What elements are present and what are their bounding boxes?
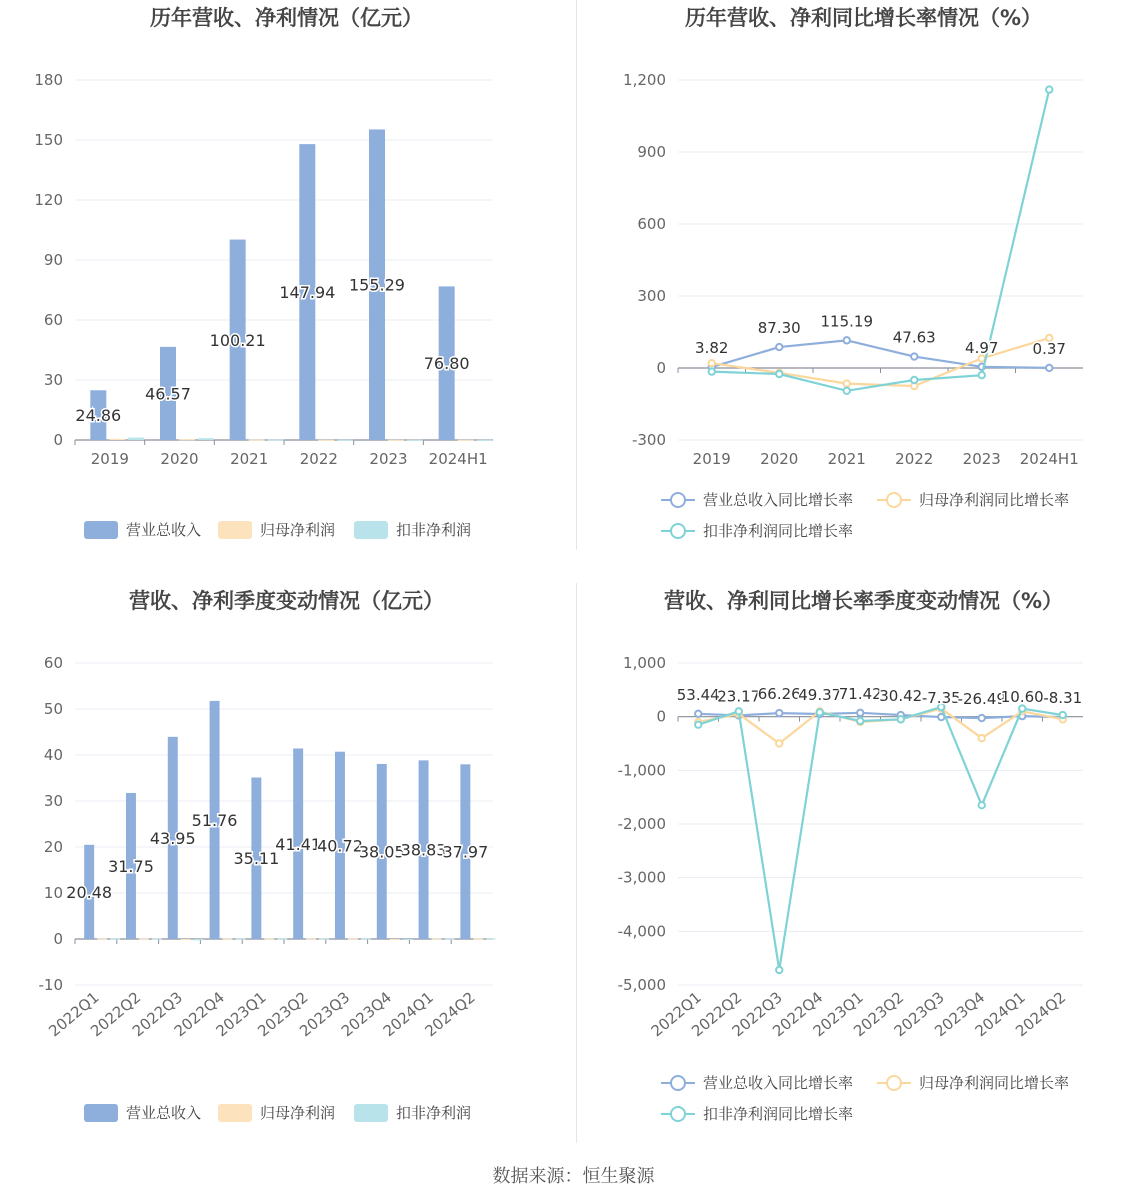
legend-item-deducted-growth[interactable]	[661, 1103, 853, 1124]
series-line	[712, 90, 1050, 391]
chart-svg	[0, 0, 573, 580]
chart-annual-growth-rate	[577, 0, 1147, 580]
x-tick-label: 2024H1	[1019, 450, 1079, 468]
x-tick-label: 2019	[90, 450, 129, 468]
y-tick-label: 0	[53, 930, 63, 948]
x-tick-label: 2023	[962, 450, 1001, 468]
y-tick-label: -5,000	[617, 976, 666, 994]
x-tick-label: 2023Q2	[254, 988, 312, 1041]
data-label: 24.86	[75, 406, 122, 426]
bar	[181, 939, 191, 940]
series-point	[844, 337, 850, 343]
bar	[152, 939, 162, 940]
legend-label: 归母净利润	[260, 521, 336, 539]
series-line	[712, 338, 1050, 386]
bar	[128, 438, 144, 440]
data-label: 155.29	[349, 275, 405, 295]
legend-swatch-revenue	[84, 1104, 118, 1122]
chart-title: 历年营收、净利情况（亿元）	[150, 6, 423, 30]
x-tick-label: 2022Q4	[170, 988, 228, 1041]
series-point	[844, 380, 850, 386]
x-tick-label: 2023Q2	[850, 988, 908, 1041]
bar	[390, 939, 400, 940]
y-tick-label: 0	[656, 359, 666, 377]
x-tick-label: 2024Q1	[971, 988, 1029, 1041]
legend-item-net-profit[interactable]	[218, 1102, 335, 1123]
data-label: 20.48	[66, 882, 113, 902]
series-point	[911, 377, 917, 383]
data-label: 51.76	[191, 810, 238, 830]
chart-title: 营收、净利季度变动情况（亿元）	[129, 589, 444, 613]
legend-label: 归母净利润同比增长率	[919, 491, 1070, 509]
x-tick-label: 2020	[760, 450, 799, 468]
series-point	[898, 716, 904, 722]
x-tick-label: 2022Q3	[128, 988, 187, 1041]
data-label: 38.83	[400, 840, 447, 860]
y-tick-label: 60	[43, 654, 63, 672]
y-tick-label: 150	[34, 131, 63, 149]
legend-label: 扣非净利润同比增长率	[703, 1105, 854, 1123]
data-label: 23.17	[717, 687, 761, 706]
bar	[306, 939, 316, 940]
bar	[268, 440, 284, 441]
x-tick-label: 2023Q1	[212, 988, 270, 1041]
legend-item-deducted-growth[interactable]	[661, 520, 853, 541]
data-label: 31.75	[108, 856, 154, 876]
legend-swatch-net-profit	[218, 521, 252, 539]
y-tick-label: -10	[38, 976, 63, 994]
panel-divider-bottom	[576, 583, 577, 1143]
legend-label: 归母净利润	[260, 1104, 336, 1122]
y-tick-label: 120	[34, 191, 63, 209]
legend-label: 营业总收入同比增长率	[703, 491, 854, 509]
y-tick-label: 300	[637, 287, 666, 305]
bar	[318, 440, 334, 441]
data-label: 0.37	[1032, 339, 1066, 358]
x-tick-label: 2022Q3	[728, 988, 786, 1041]
x-tick-label: 2022Q2	[87, 988, 145, 1041]
legend-item-revenue-growth[interactable]	[661, 1072, 853, 1093]
data-label: -7.35	[921, 689, 961, 708]
bar	[361, 939, 371, 940]
series-point	[1046, 365, 1052, 371]
data-label: 115.19	[820, 312, 873, 331]
data-label: 76.80	[423, 354, 470, 374]
data-label: 66.26	[757, 685, 801, 704]
series-point	[1060, 712, 1066, 718]
chart-annual-revenue-profit	[0, 0, 573, 580]
bar	[277, 939, 287, 940]
data-label: 147.94	[279, 283, 336, 303]
y-tick-label: -300	[631, 431, 666, 449]
y-tick-label: 20	[43, 838, 63, 856]
x-tick-label: 2022Q1	[45, 988, 103, 1041]
series-point	[1046, 86, 1052, 92]
bar	[97, 939, 107, 940]
bar	[236, 939, 246, 940]
series-point	[911, 353, 917, 359]
bar	[249, 440, 265, 441]
bar	[407, 440, 423, 441]
bar	[486, 939, 496, 940]
x-tick-label: 2023Q4	[337, 988, 396, 1041]
x-tick-label: 2024Q2	[421, 988, 479, 1041]
y-tick-label: 40	[43, 746, 63, 764]
data-label: 100.21	[209, 330, 266, 350]
data-label: 53.44	[676, 685, 720, 704]
y-tick-label: 50	[43, 700, 63, 718]
chart-quarterly-growth-rate	[577, 583, 1147, 1163]
bar	[432, 939, 442, 940]
data-source: 数据来源：恒生聚源	[492, 1166, 655, 1187]
bar	[388, 440, 404, 441]
data-label: 37.97	[442, 842, 489, 862]
y-tick-label: 1,200	[623, 71, 666, 89]
legend-item-revenue[interactable]	[84, 519, 201, 540]
data-label: -26.49	[957, 690, 1006, 709]
x-tick-label: 2021	[230, 450, 269, 468]
bar	[139, 939, 149, 940]
legend-swatch-revenue	[84, 521, 118, 539]
series-point	[776, 740, 782, 746]
legend-swatch-deducted	[354, 521, 388, 539]
series-point	[979, 715, 985, 721]
data-label: 43.95	[149, 828, 196, 848]
legend-swatch-net-profit-growth	[877, 1074, 911, 1092]
x-tick-label: 2020	[160, 450, 199, 468]
legend-swatch-deducted	[354, 1104, 388, 1122]
x-tick-label: 2022Q2	[688, 988, 746, 1041]
series-point	[979, 802, 985, 808]
legend-item-net-profit-growth[interactable]	[877, 1072, 1069, 1093]
chart-svg	[0, 583, 573, 1163]
series-point	[1019, 705, 1025, 711]
legend-swatch-net-profit-growth	[877, 491, 911, 509]
series-point	[776, 710, 782, 716]
data-label: 35.11	[233, 849, 280, 869]
data-label: 3.82	[695, 339, 729, 358]
data-label: 87.30	[757, 319, 801, 338]
data-label: 49.37	[798, 686, 842, 705]
data-label: 71.42	[838, 684, 882, 703]
bar	[109, 439, 125, 440]
x-tick-label: 2024Q2	[1012, 988, 1070, 1041]
legend-item-deducted[interactable]	[354, 519, 471, 540]
bar	[179, 439, 195, 440]
series-point	[695, 722, 701, 728]
legend-swatch-deducted-growth	[661, 1105, 695, 1123]
legend-swatch-revenue-growth	[661, 1074, 695, 1092]
bar	[194, 939, 204, 940]
bar	[473, 939, 483, 940]
bar	[337, 440, 353, 441]
panel-divider-top	[576, 0, 577, 550]
bar	[264, 939, 274, 940]
x-tick-label: 2023Q4	[931, 988, 989, 1041]
legend-item-revenue[interactable]	[84, 1102, 201, 1123]
y-tick-label: 0	[656, 707, 666, 726]
series-point	[776, 344, 782, 350]
y-tick-label: 60	[43, 311, 63, 329]
y-tick-label: 30	[43, 792, 63, 810]
y-tick-label: 90	[43, 251, 63, 269]
y-tick-label: 30	[43, 371, 63, 389]
legend-item-deducted[interactable]	[354, 1102, 471, 1123]
x-tick-label: 2023Q1	[809, 988, 867, 1041]
series-point	[736, 708, 742, 714]
series-line	[698, 707, 1063, 970]
series-point	[979, 372, 985, 378]
data-label: 30.42	[879, 687, 923, 706]
bar	[458, 440, 474, 441]
bar	[110, 939, 120, 940]
legend-swatch-revenue-growth	[661, 491, 695, 509]
chart-title: 营收、净利同比增长率季度变动情况（%）	[663, 589, 1064, 613]
data-label: 4.97	[965, 338, 999, 357]
y-tick-label: 1,000	[623, 654, 666, 672]
y-tick-label: 600	[637, 215, 666, 233]
series-point	[817, 709, 823, 715]
legend-label: 归母净利润同比增长率	[919, 1074, 1070, 1092]
y-tick-label: -3,000	[617, 868, 666, 887]
x-tick-label: 2022Q1	[647, 988, 705, 1041]
x-tick-label: 2023	[369, 450, 408, 468]
chart-title: 历年营收、净利同比增长率情况（%）	[684, 6, 1043, 30]
x-tick-label: 2024H1	[428, 450, 488, 468]
data-label: 38.05	[358, 842, 405, 862]
legend-swatch-deducted-growth	[661, 522, 695, 540]
legend-label: 营业总收入	[126, 521, 202, 539]
data-label: -8.31	[1043, 689, 1083, 708]
x-tick-label: 2023Q3	[296, 988, 354, 1041]
legend-label: 营业总收入同比增长率	[703, 1074, 854, 1092]
x-tick-label: 2021	[827, 450, 866, 468]
legend-label: 扣非净利润同比增长率	[703, 522, 854, 540]
data-label: 10.60	[1000, 688, 1044, 707]
x-tick-label: 2022	[299, 450, 338, 468]
data-label: 47.63	[892, 328, 936, 347]
x-tick-label: 2023Q3	[890, 988, 948, 1041]
series-point	[857, 710, 863, 716]
legend-swatch-net-profit	[218, 1104, 252, 1122]
legend-item-revenue-growth[interactable]	[661, 489, 853, 510]
x-tick-label: 2022Q4	[769, 988, 827, 1041]
bar	[403, 939, 413, 940]
y-tick-label: 180	[34, 71, 63, 89]
x-tick-label: 2022	[895, 450, 934, 468]
series-point	[776, 371, 782, 377]
series-point	[857, 718, 863, 724]
legend-label: 扣非净利润	[396, 521, 472, 539]
x-tick-label: 2024Q1	[379, 988, 437, 1041]
series-point	[709, 368, 715, 374]
legend-item-net-profit[interactable]	[218, 519, 335, 540]
series-point	[979, 735, 985, 741]
y-tick-label: 10	[43, 884, 63, 902]
bar	[445, 939, 455, 940]
y-tick-label: -4,000	[617, 922, 666, 941]
bar	[348, 939, 358, 940]
data-label: 40.72	[317, 836, 363, 856]
y-tick-label: 0	[53, 431, 63, 449]
y-tick-label: -2,000	[617, 815, 666, 833]
chart-quarterly-revenue-profit	[0, 583, 573, 1163]
bar	[198, 438, 214, 440]
legend-label: 扣非净利润	[396, 1104, 472, 1122]
bar	[319, 939, 329, 940]
data-label: 41.41	[275, 834, 322, 854]
x-tick-label: 2019	[692, 450, 731, 468]
series-point	[844, 388, 850, 394]
bar	[223, 939, 233, 940]
y-tick-label: 900	[637, 143, 666, 161]
series-point	[695, 711, 701, 717]
y-tick-label: -1,000	[617, 761, 666, 780]
data-label: 46.57	[145, 384, 191, 404]
legend-label: 营业总收入	[126, 1104, 202, 1122]
series-point	[776, 967, 782, 973]
bar	[477, 440, 493, 441]
legend-item-net-profit-growth[interactable]	[877, 489, 1069, 510]
series-point	[709, 360, 715, 366]
